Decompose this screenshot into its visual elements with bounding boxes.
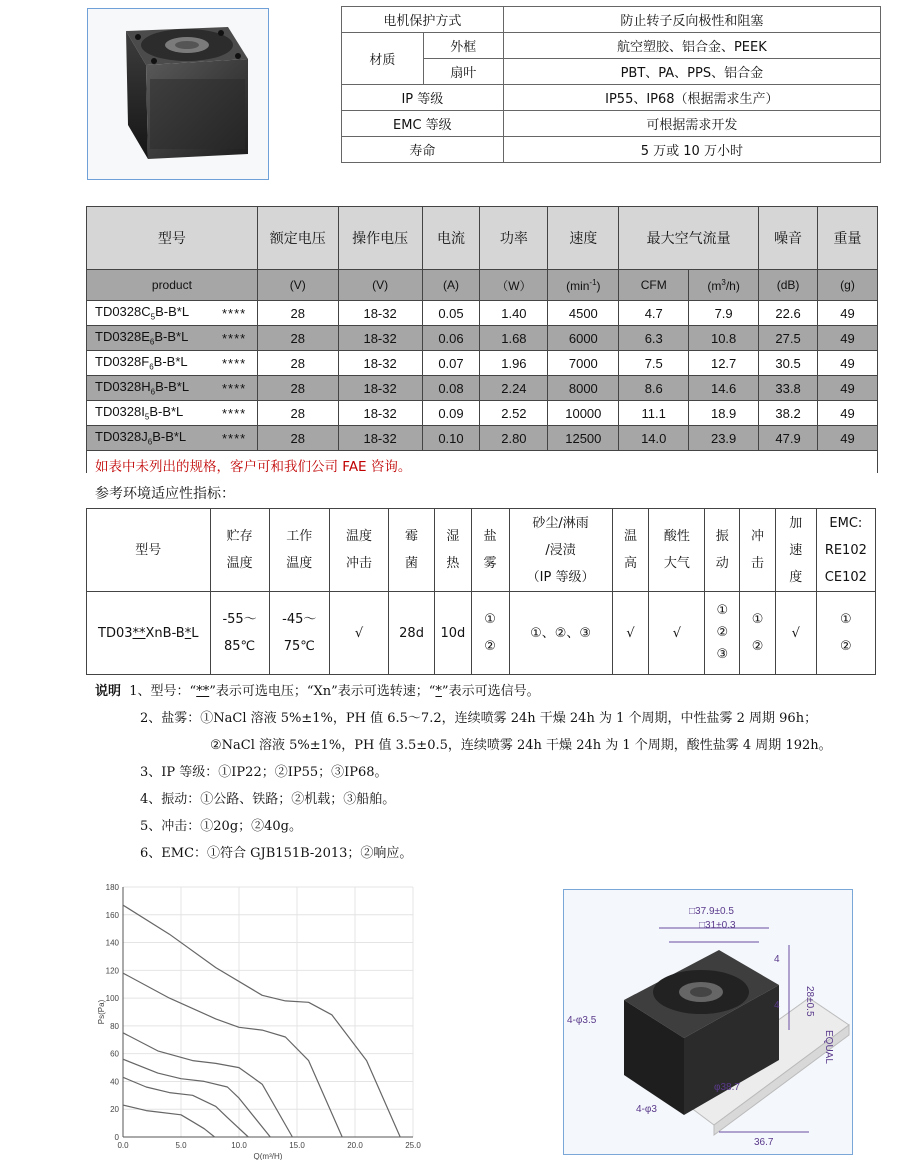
- material-label: 材质: [342, 33, 424, 85]
- y-tick-label: 80: [110, 1021, 119, 1031]
- series-line-4: [123, 1059, 270, 1137]
- rated-voltage-cell: 28: [257, 401, 338, 426]
- env-accel: √: [775, 592, 816, 675]
- m3h-cell: 14.6: [689, 376, 759, 401]
- env-h-accel: 加 速 度: [775, 509, 816, 592]
- env-high: √: [612, 592, 649, 675]
- m3h-cell: 12.7: [689, 351, 759, 376]
- noise-cell: 47.9: [759, 426, 818, 451]
- power-cell: 1.40: [480, 301, 548, 326]
- speed-cell: 4500: [548, 301, 619, 326]
- product-photo: [87, 8, 269, 180]
- unit-noise: (dB): [759, 270, 818, 301]
- y-tick-label: 20: [110, 1105, 119, 1115]
- frame-value: 航空塑胶、铝合金、PEEK: [503, 33, 880, 59]
- cfm-cell: 6.3: [619, 326, 689, 351]
- power-cell: 1.96: [480, 351, 548, 376]
- note-2: 2、盐雾：①NaCl 溶液 5%±1%，PH 值 6.5～7.2，连续喷雾 24h 干燥 24h 为 1 个周期，中性盐雾 2 周期 96h；: [140, 711, 818, 726]
- stars-cell: ****: [211, 376, 257, 401]
- speed-cell: 6000: [548, 326, 619, 351]
- dim-28: 28±0.5: [804, 986, 815, 1017]
- blade-value: PBT、PA、PPS、铝合金: [503, 59, 880, 85]
- stars-cell: ****: [211, 326, 257, 351]
- cfm-cell: 8.6: [619, 376, 689, 401]
- col-rated-voltage: 额定电压: [257, 207, 338, 270]
- env-h-acid: 酸性 大气: [649, 509, 705, 592]
- model-cell: $TD0328H_6B-B*L$: [87, 376, 212, 401]
- unit-op-v: (V): [338, 270, 422, 301]
- series-line-3: [123, 1033, 292, 1137]
- model-cell: $TD0328E_6B-B*L$: [87, 326, 212, 351]
- frame-label: 外框: [423, 33, 503, 59]
- weight-cell: 49: [818, 351, 878, 376]
- operating-voltage-cell: 18-32: [338, 401, 422, 426]
- noise-cell: 27.5: [759, 326, 818, 351]
- y-tick-label: 100: [105, 994, 119, 1004]
- weight-cell: 49: [818, 301, 878, 326]
- env-h-high: 温 高: [612, 509, 649, 592]
- drawing-svg: [564, 890, 852, 1154]
- table-row: [87, 301, 878, 326]
- stars-cell: ****: [211, 351, 257, 376]
- note-6: 6、EMC：①符合 GJB151B-2013；②响应。: [140, 846, 413, 861]
- model-cell: $TD0328I_5B-B*L$: [87, 401, 212, 426]
- power-cell: 2.24: [480, 376, 548, 401]
- y-tick-label: 120: [105, 966, 119, 976]
- col-model: 型号: [87, 207, 258, 270]
- dim-hole-3-5: 4-φ3.5: [567, 1015, 597, 1026]
- rated-voltage-cell: 28: [257, 351, 338, 376]
- dim-37-9: □37.9±0.5: [689, 906, 734, 917]
- stars-cell: ****: [211, 301, 257, 326]
- header-row: [87, 207, 878, 270]
- dimension-drawing: [563, 889, 853, 1155]
- protection-label: 电机保护方式: [342, 7, 504, 33]
- cfm-cell: 14.0: [619, 426, 689, 451]
- y-axis-label: Ps(Pa): [97, 999, 106, 1025]
- rated-voltage-cell: 28: [257, 376, 338, 401]
- env-work: -45～ 75℃: [269, 592, 329, 675]
- cfm-cell: 11.1: [619, 401, 689, 426]
- fan-image: [88, 9, 268, 179]
- noise-cell: 33.8: [759, 376, 818, 401]
- unit-rated-v: (V): [257, 270, 338, 301]
- col-power: 功率: [480, 207, 548, 270]
- x-axis-label: Q(m³/H): [253, 1152, 283, 1160]
- unit-m3h: $(m^3/h)$: [689, 270, 759, 301]
- speed-cell: 8000: [548, 376, 619, 401]
- dim-4-top: 4: [774, 954, 780, 965]
- env-damp: 10d: [435, 592, 472, 675]
- power-cell: 1.68: [480, 326, 548, 351]
- table-row: [87, 326, 878, 351]
- notes: [95, 678, 832, 867]
- unit-product: product: [87, 270, 258, 301]
- env-value-row: [87, 592, 876, 675]
- unit-current: (A): [422, 270, 480, 301]
- env-h-work: 工作 温度: [269, 509, 329, 592]
- life-label: 寿命: [342, 137, 504, 163]
- operating-voltage-cell: 18-32: [338, 426, 422, 451]
- m3h-cell: 23.9: [689, 426, 759, 451]
- env-h-emc: EMC: RE102 CE102: [816, 509, 875, 592]
- cfm-cell: 4.7: [619, 301, 689, 326]
- env-title: 参考环境适应性指标：: [95, 486, 235, 502]
- operating-voltage-cell: 18-32: [338, 326, 422, 351]
- env-h-mold: 霉 菌: [389, 509, 435, 592]
- speed-cell: 10000: [548, 401, 619, 426]
- current-cell: 0.08: [422, 376, 480, 401]
- blade-label: 扇叶: [423, 59, 503, 85]
- table-row: [87, 426, 878, 451]
- m3h-cell: 10.8: [689, 326, 759, 351]
- ip-label: IP 等级: [342, 85, 504, 111]
- table-row: [87, 376, 878, 401]
- rated-voltage-cell: 28: [257, 326, 338, 351]
- m3h-cell: 7.9: [689, 301, 759, 326]
- x-tick-label: 0.0: [117, 1141, 129, 1150]
- env-h-impact: 冲 击: [740, 509, 776, 592]
- operating-voltage-cell: 18-32: [338, 301, 422, 326]
- env-vib: ① ② ③: [705, 592, 740, 675]
- env-storage: -55～ 85℃: [210, 592, 269, 675]
- x-tick-label: 20.0: [347, 1141, 363, 1150]
- rated-voltage-cell: 28: [257, 301, 338, 326]
- unit-speed: $(\min^{-1})$: [548, 270, 619, 301]
- y-tick-label: 0: [114, 1133, 119, 1142]
- env-model: TD03**XnB-B*L: [87, 592, 211, 675]
- stars-cell: ****: [211, 426, 257, 451]
- model-cell: $TD0328F_6B-B*L$: [87, 351, 212, 376]
- noise-cell: 30.5: [759, 351, 818, 376]
- dim-4-bottom: 4: [774, 1000, 780, 1011]
- col-current: 电流: [422, 207, 480, 270]
- current-cell: 0.10: [422, 426, 480, 451]
- operating-voltage-cell: 18-32: [338, 376, 422, 401]
- table-row: [87, 351, 878, 376]
- current-cell: 0.06: [422, 326, 480, 351]
- env-h-shock-temp: 温度 冲击: [329, 509, 388, 592]
- x-tick-label: 25.0: [405, 1141, 421, 1150]
- env-h-damp: 湿 热: [435, 509, 472, 592]
- x-tick-label: 5.0: [175, 1141, 187, 1150]
- series-line-1: [123, 905, 400, 1137]
- env-h-storage: 贮存 温度: [210, 509, 269, 592]
- col-speed: 速度: [548, 207, 619, 270]
- emc-label: EMC 等级: [342, 111, 504, 137]
- m3h-cell: 18.9: [689, 401, 759, 426]
- col-noise: 噪音: [759, 207, 818, 270]
- weight-cell: 49: [818, 426, 878, 451]
- spec-table: [341, 6, 881, 163]
- cfm-cell: 7.5: [619, 351, 689, 376]
- note-5: 5、冲击：①20g；②40g。: [140, 819, 302, 834]
- series-line-6: [123, 1105, 215, 1137]
- protection-value: 防止转子反向极性和阻塞: [503, 7, 880, 33]
- env-salt: ① ②: [471, 592, 509, 675]
- speed-cell: 12500: [548, 426, 619, 451]
- noise-cell: 22.6: [759, 301, 818, 326]
- env-header-row: [87, 509, 876, 592]
- rated-voltage-cell: 28: [257, 426, 338, 451]
- col-weight: 重量: [818, 207, 878, 270]
- env-h-sand: 砂尘/淋雨 /浸渍 （IP 等级）: [509, 509, 612, 592]
- weight-cell: 49: [818, 326, 878, 351]
- note-3: 3、IP 等级：①IP22；②IP55；③IP68。: [140, 765, 388, 780]
- spec-note: 如表中未列出的规格，客户可和我们公司 FAE 咨询。: [95, 459, 412, 475]
- x-tick-label: 10.0: [231, 1141, 247, 1150]
- series-line-5: [123, 1077, 248, 1137]
- power-cell: 2.80: [480, 426, 548, 451]
- weight-cell: 49: [818, 376, 878, 401]
- dim-38-7: φ38.7: [714, 1082, 740, 1093]
- stars-cell: ****: [211, 401, 257, 426]
- pq-chart: [95, 880, 425, 1160]
- operating-voltage-cell: 18-32: [338, 351, 422, 376]
- y-tick-label: 60: [110, 1049, 119, 1059]
- speed-cell: 7000: [548, 351, 619, 376]
- col-airflow: 最大空气流量: [619, 207, 759, 270]
- model-cell: $TD0328J_6B-B*L$: [87, 426, 212, 451]
- life-value: 5 万或 10 万小时: [503, 137, 880, 163]
- emc-value: 可根据需求开发: [503, 111, 880, 137]
- unit-power: （W）: [480, 270, 548, 301]
- env-mold: 28d: [389, 592, 435, 675]
- col-operating-voltage: 操作电压: [338, 207, 422, 270]
- y-tick-label: 160: [105, 910, 119, 920]
- product-table: [86, 206, 878, 473]
- env-table: [86, 508, 876, 675]
- dim-hole-3: 4-φ3: [636, 1104, 657, 1115]
- model-cell: $TD0328C_5B-B*L$: [87, 301, 212, 326]
- ip-value: IP55、IP68（根据需求生产）: [503, 85, 880, 111]
- x-tick-label: 15.0: [289, 1141, 305, 1150]
- env-emc: ① ②: [816, 592, 875, 675]
- y-tick-label: 40: [110, 1077, 119, 1087]
- y-tick-label: 180: [105, 883, 119, 892]
- current-cell: 0.05: [422, 301, 480, 326]
- noise-cell: 38.2: [759, 401, 818, 426]
- unit-row: [87, 270, 878, 301]
- env-acid: √: [649, 592, 705, 675]
- env-h-model: 型号: [87, 509, 211, 592]
- env-impact: ① ②: [740, 592, 776, 675]
- unit-cfm: CFM: [619, 270, 689, 301]
- weight-cell: 49: [818, 401, 878, 426]
- note-1: 说明 1、型号：“**”表示可选电压；“Xn”表示可选转速；“*”表示可选信号。: [95, 684, 540, 699]
- current-cell: 0.09: [422, 401, 480, 426]
- note-4: 4、振动：①公路、铁路；②机载；③船舶。: [140, 792, 396, 807]
- dim-equal: EQUAL: [823, 1030, 834, 1064]
- note-2b: ②NaCl 溶液 5%±1%，PH 值 3.5±0.5，连续喷雾 24h 干燥 24h 为 1 个周期，酸性盐雾 4 周期 192h。: [210, 738, 832, 753]
- env-sand: ①、②、③: [509, 592, 612, 675]
- y-tick-label: 140: [105, 938, 119, 948]
- power-cell: 2.52: [480, 401, 548, 426]
- unit-weight: (g): [818, 270, 878, 301]
- env-shock-temp: √: [329, 592, 388, 675]
- env-h-salt: 盐 雾: [471, 509, 509, 592]
- table-row: [87, 401, 878, 426]
- current-cell: 0.07: [422, 351, 480, 376]
- dim-31: □31±0.3: [699, 920, 736, 931]
- env-h-vib: 振 动: [705, 509, 740, 592]
- dim-36-7: 36.7: [754, 1137, 774, 1148]
